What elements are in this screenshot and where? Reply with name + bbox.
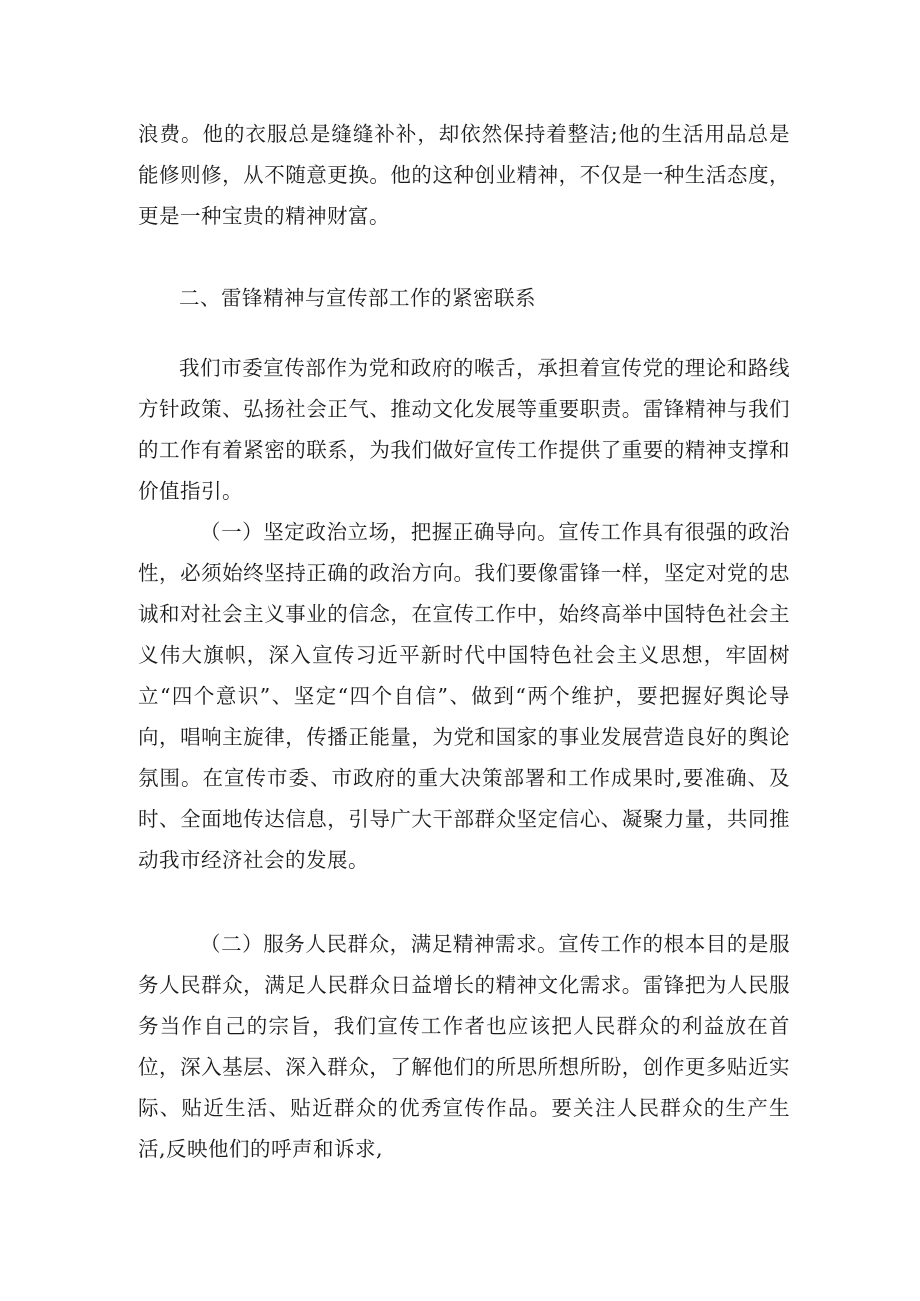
paragraph-frugal-life: 浪费。他的衣服总是缝缝补补，却依然保持着整洁;他的生活用品总是能修则修，从不随意更换。他的这种创业精神，不仅是一种生活态度，更是一种宝贵的精神财富。 bbox=[138, 122, 790, 228]
paragraph-political-stance: （一）坚定政治立场，把握正确导向。宣传工作具有很强的政治性，必须始终坚持正确的政治方向。我们要像雷锋一样，坚定对党的忠诚和对社会主义事业的信念，在宣传工作中，始终高举中国特色社会主义伟大旗帜，深入宣传习近平新时代中国特色社会主义思想，牢固树立“四个意识”、坚定“四个自信”、做到“两个维护，要把握好舆论导向，唱响主旋律，传播正能量，为党和国家的事业发展营造良好的舆论氛围。在宣传市委、市政府的重大决策部署和工作成果时,要准确、及时、全面地传达信息，引导广大干部群众坚定信心、凝聚力量，共同推动我市经济社会的发展。 bbox=[138, 520, 790, 872]
paragraph-propaganda-duties: 我们市委宣传部作为党和政府的喉舌，承担着宣传党的理论和路线方针政策、弘扬社会正气、推动文化发展等重要职责。雷锋精神与我们的工作有着紧密的联系，为我们做好宣传工作提供了重要的精神支撑和价值指引。 bbox=[138, 356, 790, 503]
section-heading-2: 二、雷锋精神与宣传部工作的紧密联系 bbox=[179, 286, 536, 310]
paragraph-serve-people: （二）服务人民群众，满足精神需求。宣传工作的根本目的是服务人民群众，满足人民群众日益增长的精神文化需求。雷锋把为人民服务当作自己的宗旨，我们宣传工作者也应该把人民群众的利益放在首位，深入基层、深入群众，了解他们的所思所想所盼，创作更多贴近实际、贴近生活、贴近群众的优秀宣传作品。要关注人民群众的生产生活,反映他们的呼声和诉求, bbox=[138, 932, 790, 1161]
